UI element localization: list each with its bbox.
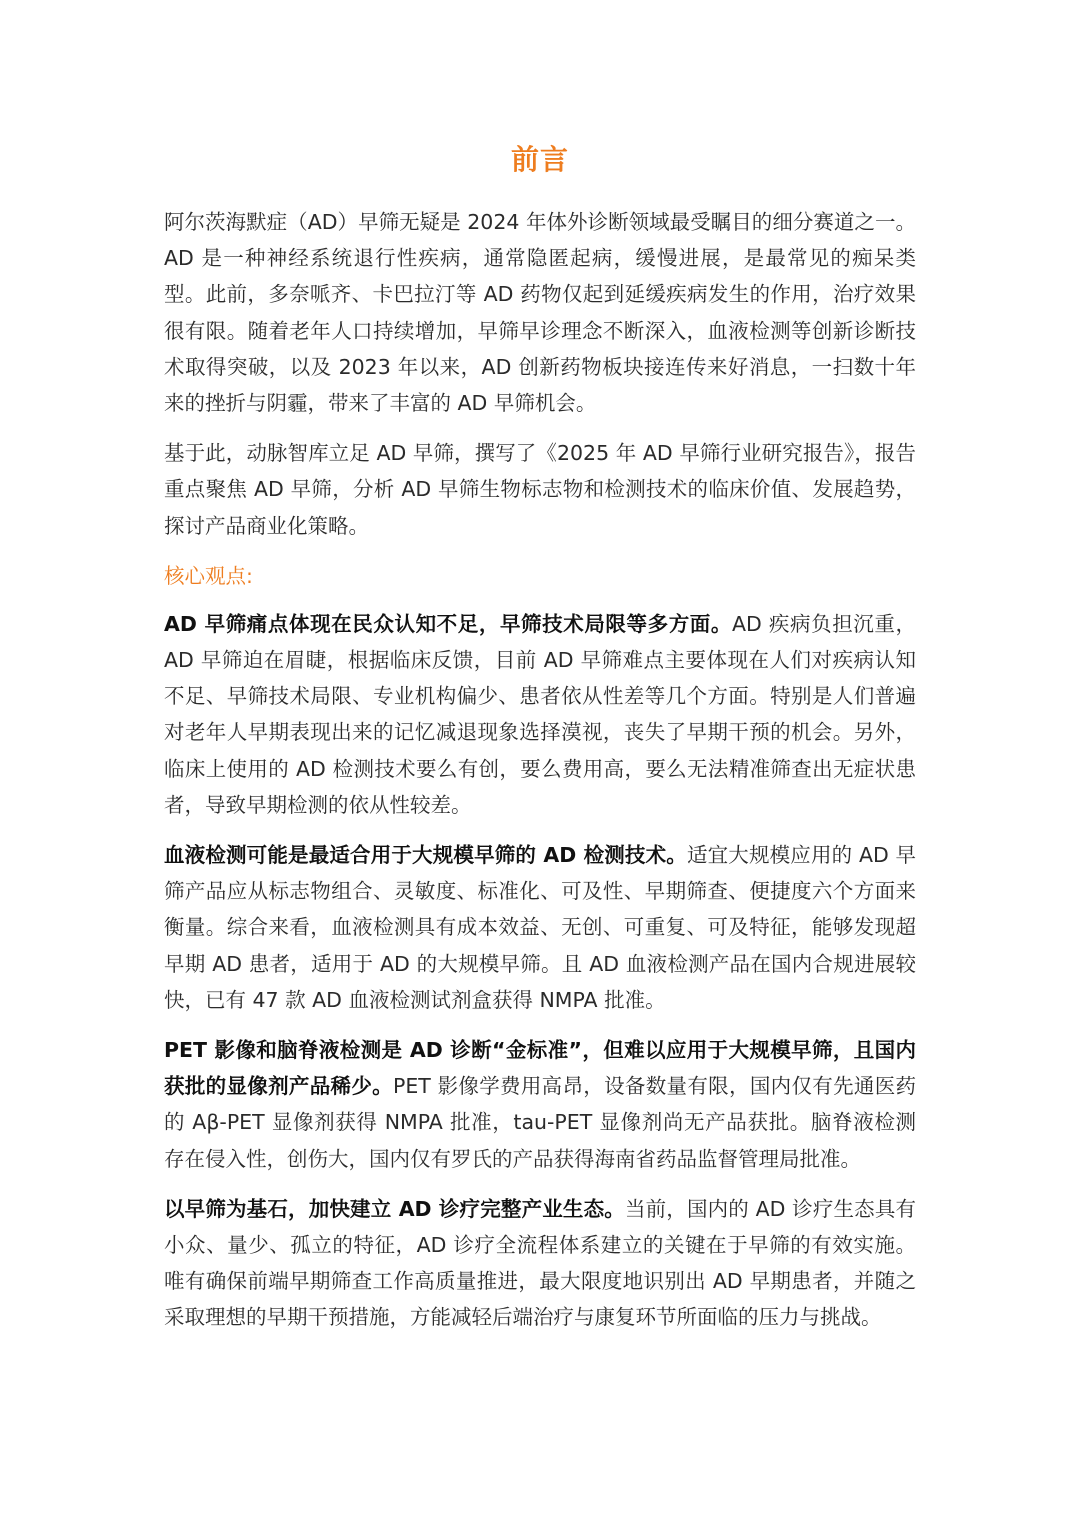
intro-paragraph <box>164 435 916 544</box>
document-body <box>164 204 916 1350</box>
core-point-paragraph <box>164 1032 916 1177</box>
core-point-text: 适宜大规模应用的 AD 早筛产品应从标志物组合、灵敏度、标准化、可及性、早期筛查、便捷度六个方面来衡量。综合来看，血液检测具有成本效益、无创、可重复、可及特征，能够发现超早期 AD 患者，适用于 AD 的大规模早筛。且 AD 血液检测产品在国内合规进展较快，已有 47 款 AD 血液检测试剂盒获得 NMPA 批准。 <box>164 843 917 1012</box>
core-point-heading: 血液检测可能是最适合用于大规模早筛的 AD 检测技术。 <box>164 843 687 868</box>
core-point-heading: 以早筛为基石，加快建立 AD 诊疗完整产业生态。 <box>164 1196 625 1221</box>
core-point-heading: AD 早筛痛点体现在民众认知不足，早筛技术局限等多方面。 <box>164 611 732 636</box>
core-points-label: 核心观点: <box>164 563 253 588</box>
core-point-text: AD 疾病负担沉重，AD 早筛迫在眉睫，根据临床反馈，目前 AD 早筛难点主要体现在人们对疾病认知不足、早筛技术局限、专业机构偏少、患者依从性差等几个方面。特别是人们普遍对老年人早期表现出来的记忆减退现象选择漠视，丧失了早期干预的机会。另外，临床上使用的 AD 检测技术要么有创，要么费用高，要么无法精准筛查出无症状患者，导致早期检测的依从性较差。 <box>164 611 916 817</box>
page-title: 前言 <box>510 143 569 176</box>
core-point-text: 当前，国内的 AD 诊疗生态具有小众、量少、孤立的特征，AD 诊疗全流程体系建立的关键在于早筛的有效实施。唯有确保前端早期筛查工作高质量推进，最大限度地识别出 AD 早期患者，并随之采取理想的早期干预措施，方能减轻后端治疗与康复环节所面临的压力与挑战。 <box>164 1196 917 1330</box>
paragraph-text: 阿尔茨海默症（AD）早筛无疑是 2024 年体外诊断领域最受瞩目的细分赛道之一。AD 是一种神经系统退行性疾病，通常隐匿起病，缓慢进展，是最常见的痴呆类型。此前，多奈哌齐、卡巴拉汀等 AD 药物仅起到延缓疾病发生的作用，治疗效果很有限。随着老年人口持续增加，早筛早诊理念不断深入，血液检测等创新诊断技术取得突破，以及 2023 年以来，AD 创新药物板块接连传来好消息，一扫数十年来的挫折与阴霾，带来了丰富的 AD 早筛机会。 <box>164 210 916 416</box>
core-point-paragraph <box>164 606 916 823</box>
core-point-heading: PET 影像和脑脊液检测是 AD 诊断“金标准”，但难以应用于大规模早筛，且国内获批的显像剂产品稀少。 <box>164 1038 916 1099</box>
core-point-paragraph <box>164 837 916 1018</box>
core-point-paragraph <box>164 1191 916 1336</box>
intro-paragraph <box>164 204 916 421</box>
paragraph-text: 基于此，动脉智库立足 AD 早筛，撰写了《2025 年 AD 早筛行业研究报告》，报告重点聚焦 AD 早筛，分析 AD 早筛生物标志物和检测技术的临床价值、发展趋势，探讨产品商业化策略。 <box>164 441 916 538</box>
core-point-text: PET 影像学费用高昂，设备数量有限，国内仅有先通医药的 Aβ-PET 显像剂获得 NMPA 批准，tau-PET 显像剂尚无产品获批。脑脊液检测存在侵入性，创伤大，国内仅有罗氏的产品获得海南省药品监督管理局批准。 <box>164 1074 917 1171</box>
